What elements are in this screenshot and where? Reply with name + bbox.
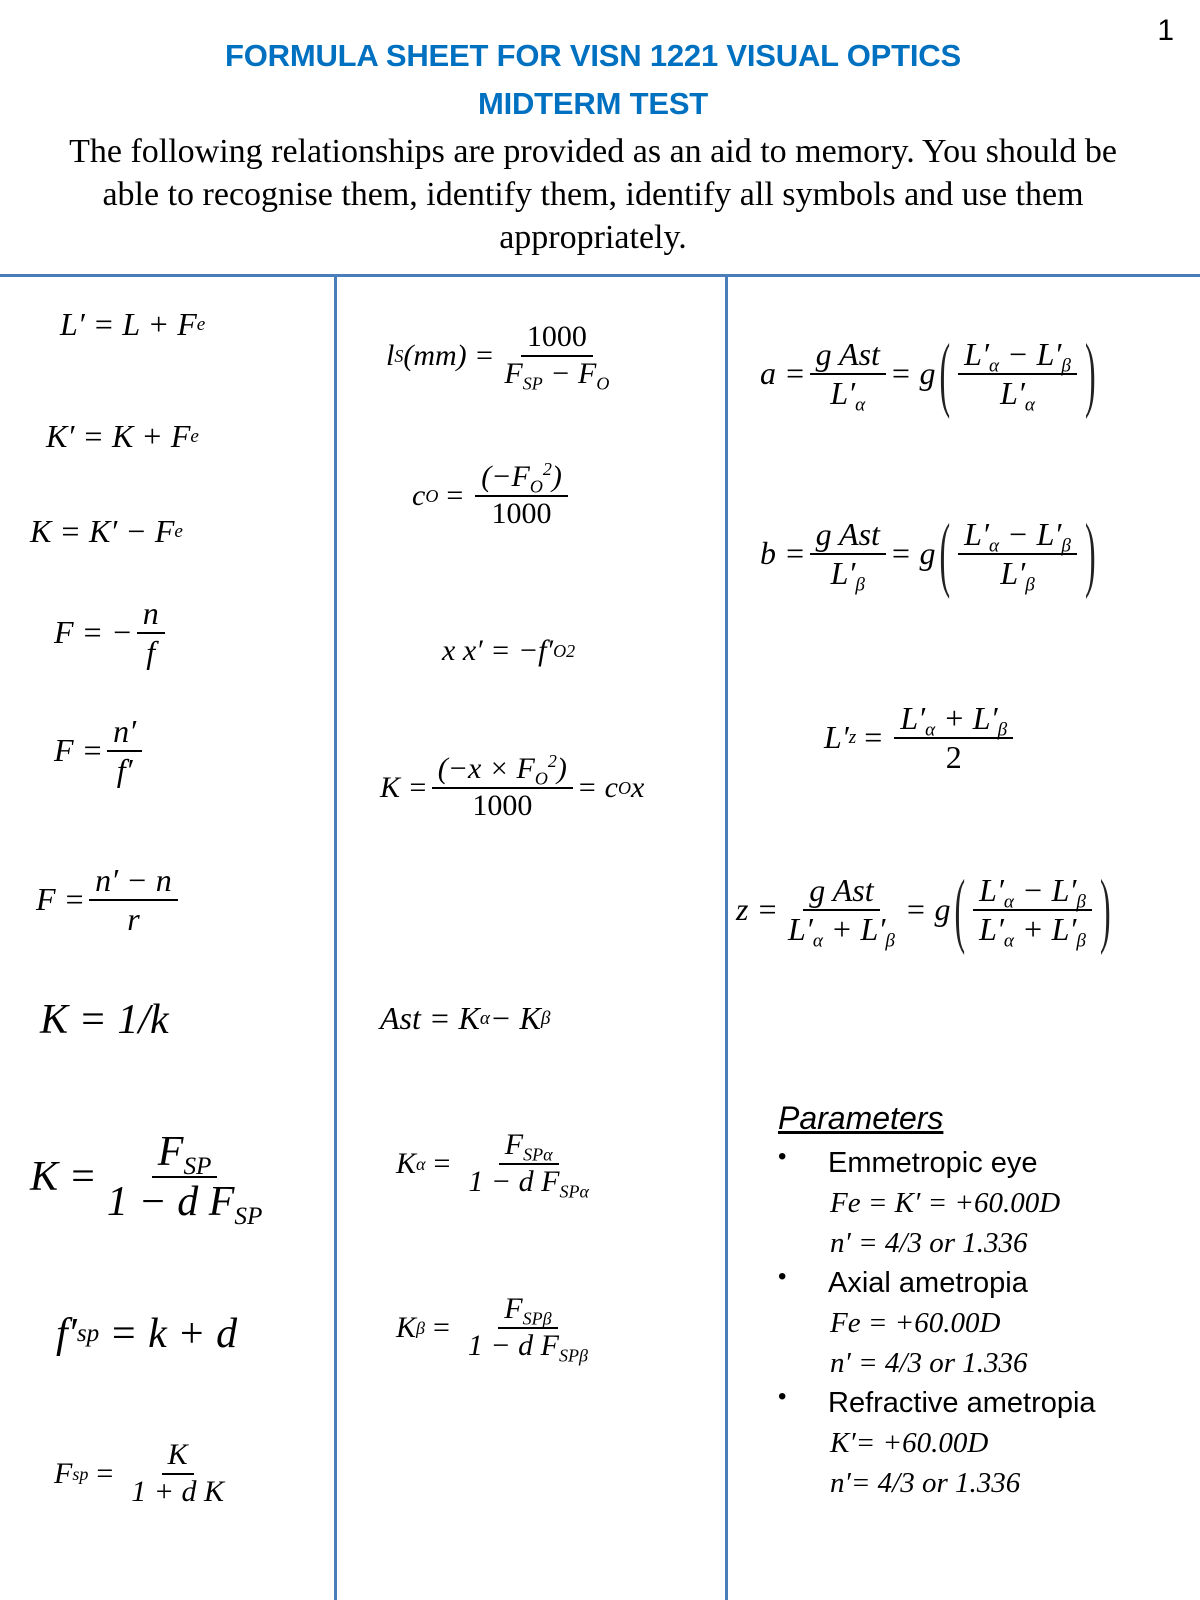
numerator-text: (−x × F [437,752,535,785]
parameters-section [778,1100,1198,1503]
denominator-subscript: SP [522,372,543,393]
formula-text: K = K′ − F [30,513,175,549]
numerator [958,336,1077,375]
bullet-icon: • [778,1383,787,1410]
formula-text: K = [380,770,428,804]
formula-surface-power [36,862,182,938]
numerator-subscript: α [1003,891,1014,913]
numerator [152,1128,218,1178]
formula-c-ocular: c O = $\frac{(-F_O^2)}{1000}$ [412,460,572,531]
numerator-text: + L′ [935,700,998,736]
numerator [499,1128,559,1165]
denominator-text: + L′ [1014,910,1077,947]
numerator-text: F [504,1128,524,1161]
numerator-subscript: O [534,768,548,789]
denominator [782,910,901,952]
right-paren: ) [1084,325,1096,420]
parameter-value: K′= +60.00D [830,1427,989,1459]
formula-text: z = [736,891,779,928]
denominator: r [127,900,140,937]
formula-K-beta: K β = $\frac{F_{SP\beta}}{1 - d F_{SP\beta}}$ [396,1292,598,1363]
denominator-subscript: β [1076,930,1086,952]
numerator-text: − L′ [999,336,1062,372]
numerator: K [162,1438,194,1475]
parameters-heading: Parameters [778,1100,944,1136]
header-divider [0,274,1200,277]
formula-spectacle-distance: l S (mm) = $\frac{1000}{F_{SP} - F_O}$ [386,320,619,391]
denominator: 2 [945,738,962,775]
formula-text: x x′ = −f′ [442,634,554,667]
fraction [894,700,1013,776]
formula-power-second-focal [54,713,146,789]
denominator-subscript: α [1024,394,1035,416]
parameter-label: Refractive ametropia [828,1387,1096,1419]
denominator-text: + L′ [822,910,886,947]
parameter-value: n′ = 4/3 or 1.336 [830,1347,1028,1379]
numerator-superscript: 2 [547,751,557,772]
denominator: 1 + d K [131,1474,225,1508]
numerator-superscript: 2 [542,459,552,480]
formula-text: = c [576,770,618,804]
formula-text: b = [760,535,806,572]
numerator-text: ) [556,752,567,785]
formula-K-spectacle [30,1128,272,1231]
numerator: 1000 [521,320,593,357]
fraction [462,1128,595,1199]
fraction [107,713,142,789]
parameter-item-axial [778,1263,1198,1383]
fraction [475,460,568,531]
denominator-subscript: β [885,930,895,952]
fraction [810,336,886,416]
numerator [973,872,1092,911]
parameter-label: Axial ametropia [828,1267,1028,1299]
parameter-value: Fe = K′ = +60.00D [830,1187,1061,1219]
page-number: 1 [1157,14,1174,47]
formula-text: a = [760,355,806,392]
denominator [973,910,1092,952]
denominator-text: L′ [1000,374,1025,411]
numerator-text: L′ [964,336,989,372]
numerator [958,516,1077,555]
denominator-text: F [504,356,523,390]
parameter-value: Fe = +60.00D [830,1307,1001,1339]
formula-text: = g [889,355,936,392]
parameter-label: Emmetropic eye [828,1147,1038,1179]
formula-text: Ast = K [380,1000,480,1036]
numerator [432,752,573,789]
formula-text: = k + d [109,1311,238,1357]
left-paren: ( [939,325,951,420]
numerator [894,700,1013,739]
denominator: 1000 [491,496,552,530]
title-line-2: MIDTERM TEST [477,86,709,121]
denominator-subscript: α [855,394,866,416]
numerator-subscript: α [988,355,1000,377]
formula-b [760,505,1100,600]
formula-spectacle-focal-length: f′ sp = k + d [56,1311,238,1357]
equals-sign: = [432,1310,450,1344]
denominator [994,374,1041,416]
numerator-text: − L′ [1014,872,1077,908]
formula-z [736,861,1115,956]
fraction [432,752,573,823]
formula-text: c [412,478,426,512]
denominator-text: L′ [788,910,813,947]
denominator-text: 1 − d F [468,1164,560,1198]
fraction [498,320,615,391]
denominator-text: L′ [830,554,856,591]
numerator-subscript: β [1061,535,1071,557]
denominator [101,1178,268,1231]
parameter-value: n′= 4/3 or 1.336 [830,1467,1021,1499]
formula-vergence-eye: L′ = L + F e [60,306,206,342]
formula-text: l [386,338,395,372]
formula-text: = g [889,535,936,572]
numerator: n′ − n [89,862,178,901]
numerator-text: ) [551,460,562,493]
left-paren: ( [954,861,966,956]
numerator-text: L′ [979,872,1004,908]
formula-text: K = [30,1154,97,1201]
denominator-text: 1 − d F [106,1179,235,1226]
fraction [462,1292,594,1363]
formula-K-prime: K′ = K + F e [46,418,199,454]
formula-text: K′ = K + F [46,418,191,454]
column-divider-2 [725,276,728,1600]
fraction [137,595,165,671]
fraction [810,516,886,596]
numerator: n [137,595,165,634]
numerator: g Ast [810,516,886,555]
denominator [462,1165,595,1200]
denominator-text: − F [542,356,597,390]
equals-sign: = [864,719,883,756]
fraction [89,862,178,938]
denominator-subscript: β [855,574,865,596]
right-paren: ) [1084,505,1096,600]
numerator-text: − L′ [999,516,1062,552]
numerator-subscript: SPα [523,1144,553,1165]
formula-text: = g [904,891,951,928]
fraction [958,516,1077,596]
formula-K: K = K′ − F e [30,513,183,549]
denominator: f′ [116,751,133,788]
fraction [973,872,1092,952]
denominator: 1000 [472,788,533,822]
numerator-text: F [504,1292,523,1325]
numerator-subscript: SP [183,1152,212,1180]
denominator [498,357,615,392]
denominator-text: 1 − d F [467,1328,559,1362]
intro-paragraph: The following relationships are provided as an aid to memory. You should be able to recognise them, identify them, identify all symbols and use them appropriately. [69,133,1117,256]
formula-text: F = − [54,614,133,651]
title-line-1: FORMULA SHEET FOR VISN 1221 VISUAL OPTICS [225,38,961,73]
numerator-text: F [157,1129,184,1175]
formula-text: L′ = L + F [60,306,197,342]
denominator-subscript: O [596,372,610,393]
parameter-item-emmetropic [778,1143,1198,1263]
formula-text: L′ [824,719,849,756]
formula-text: F [54,1456,73,1490]
denominator-subscript: SPβ [558,1344,588,1365]
equals-sign: = [96,1456,114,1490]
formula-text: − K [489,1000,541,1036]
numerator [498,1292,557,1329]
formula-text: K [396,1146,417,1180]
formula-text: F = [36,881,86,918]
formula-text: F = [54,732,104,769]
denominator-subscript: α [812,930,823,952]
fraction [125,1438,230,1509]
numerator-subscript: O [529,476,543,497]
denominator [824,374,871,416]
numerator-subscript: β [1076,891,1086,913]
formula-K-alpha: K α = $\frac{F_{SP\alpha}}{1 - d F_{SP\alpha}}$ [396,1128,599,1199]
formula-text: f′ [56,1311,77,1357]
denominator [825,554,871,596]
numerator-subscript: β [1061,355,1071,377]
formula-text: K [396,1310,417,1344]
fraction [782,872,901,952]
left-paren: ( [939,505,951,600]
denominator-text: L′ [979,910,1004,947]
formula-text: K = 1/k [40,997,169,1043]
numerator-text: (−F [481,460,530,493]
denominator-subscript: α [1003,930,1014,952]
bullet-icon: • [778,1143,787,1170]
numerator-subscript: α [988,535,1000,557]
numerator-subscript: SPβ [522,1308,552,1329]
formula-K-reciprocal [40,996,169,1044]
numerator-subscript: α [925,719,936,741]
numerator-subscript: β [997,719,1008,741]
formula-L-z: L′ z = $\frac{L'_\alpha + L'_\beta}{2}$ [824,700,1017,776]
denominator [462,1329,594,1364]
formula-text: x [630,770,645,804]
numerator-text: L′ [900,700,926,736]
numerator: n′ [107,713,142,752]
parameter-value: n′ = 4/3 or 1.336 [830,1227,1028,1259]
denominator-text: L′ [830,374,856,411]
numerator: g Ast [810,336,886,375]
fraction [958,336,1077,416]
equals-sign: = [433,1146,451,1180]
numerator: g Ast [803,872,879,911]
formula-text: (mm) = [403,338,495,372]
bullet-icon: • [778,1263,787,1290]
denominator: f [146,633,156,670]
formula-K-newton: K = $\frac{(-x \times F_O^2)}{1000}$ = c O x [380,751,645,822]
formula-F-spectacle: F sp = $\frac{K}{\text{1 + d K}}$ [54,1438,234,1509]
numerator [475,460,568,497]
equals-sign: = [446,478,464,512]
denominator [994,554,1040,596]
fraction [101,1128,268,1231]
denominator-subscript: β [1025,574,1035,596]
formula-power-first-focal [54,595,169,671]
parameter-item-refractive [778,1383,1198,1503]
numerator-text: L′ [964,516,989,552]
formula-astigmatism: Ast = K α − K β [380,1000,551,1036]
denominator-subscript: SP [234,1203,263,1231]
column-divider-1 [334,276,337,1600]
denominator-subscript: SPα [559,1180,589,1201]
denominator-text: L′ [1000,554,1026,591]
formula-a [760,325,1100,420]
formula-newton: x x′ = −f′ O 2 [442,634,576,667]
right-paren: ) [1099,861,1111,956]
